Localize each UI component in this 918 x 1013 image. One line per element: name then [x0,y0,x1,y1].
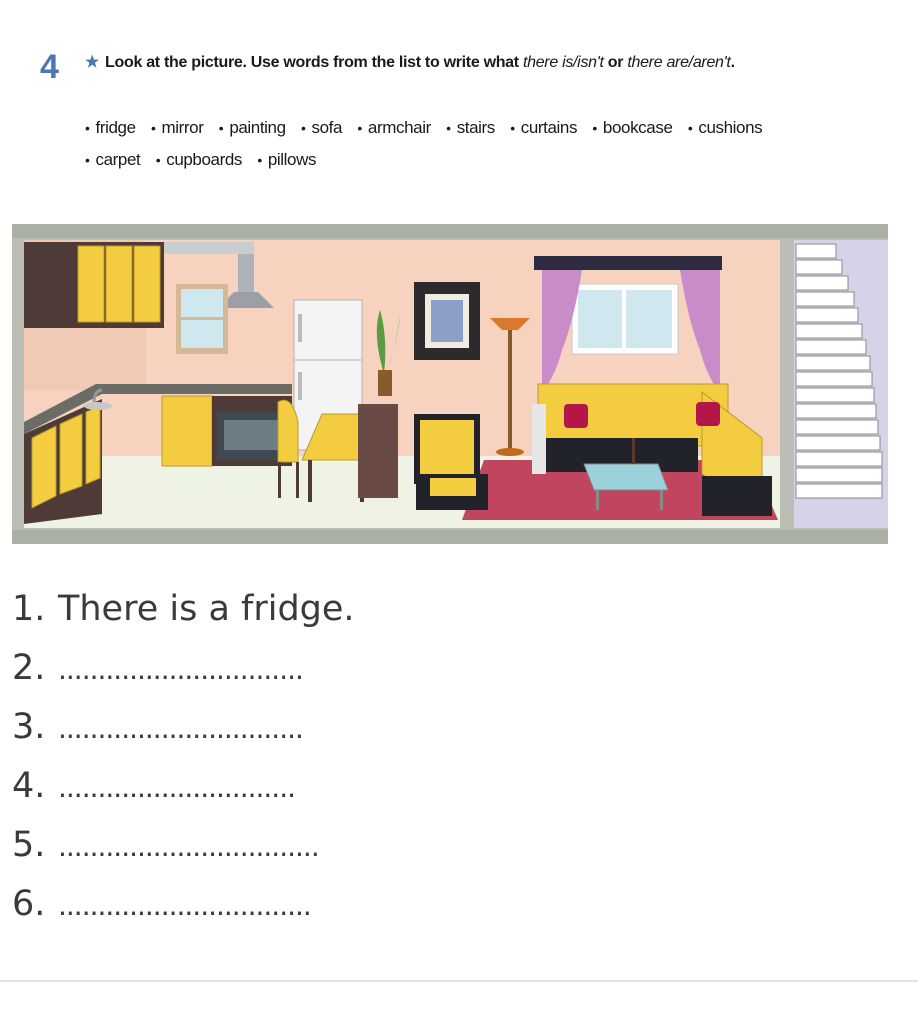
answer-blank[interactable]: ................................. [58,830,319,863]
exercise-number: 4 [40,48,59,86]
answer-number: 1. [12,589,46,629]
word-item: • cushions [688,118,762,137]
answer-list [12,580,355,934]
instruction-mid: or [603,54,628,71]
instruction-italic-1: there is/isn't [522,54,604,71]
answer-number: 4. [12,766,46,806]
instruction-end: . [730,54,735,71]
divider [0,980,918,982]
answer-line-4[interactable] [12,757,355,816]
answer-blank[interactable]: .............................. [58,771,296,804]
word-item: • stairs [446,118,495,137]
answer-blank[interactable]: ................................ [58,889,311,922]
word-item: • curtains [510,118,577,137]
answer-number: 3. [12,707,46,747]
instruction-text: Look at the picture. Use words from the list to write what [105,54,523,71]
word-item: • cupboards [156,150,242,169]
word-item: • bookcase [592,118,672,137]
word-item: • pillows [257,150,316,169]
armchair [414,414,488,510]
word-item: • carpet [85,150,140,169]
answer-line-3[interactable] [12,698,355,757]
word-item: • fridge [85,118,136,137]
word-item: • painting [219,118,286,137]
answer-number: 2. [12,648,46,688]
answer-line-6[interactable] [12,875,355,934]
word-item: • armchair [357,118,430,137]
upper-cupboards [24,242,164,328]
answer-line-2[interactable] [12,639,355,698]
word-list [85,112,805,176]
answer-number: 6. [12,884,46,924]
answer-blank[interactable]: ............................... [58,712,303,745]
answer-line-5[interactable] [12,816,355,875]
exercise-instruction [85,52,735,72]
answer-text: There is a fridge. [58,589,355,629]
partition [358,404,398,498]
instruction-italic-2: there are/aren't [627,54,731,71]
answer-blank[interactable]: ............................... [58,653,303,686]
word-item: • sofa [301,118,342,137]
word-item: • mirror [151,118,204,137]
answer-number: 5. [12,825,46,865]
painting [414,282,480,360]
star-icon: ★ [85,54,100,71]
kitchen-window [176,284,228,354]
answer-line-1 [12,580,355,639]
room-illustration [12,224,888,544]
